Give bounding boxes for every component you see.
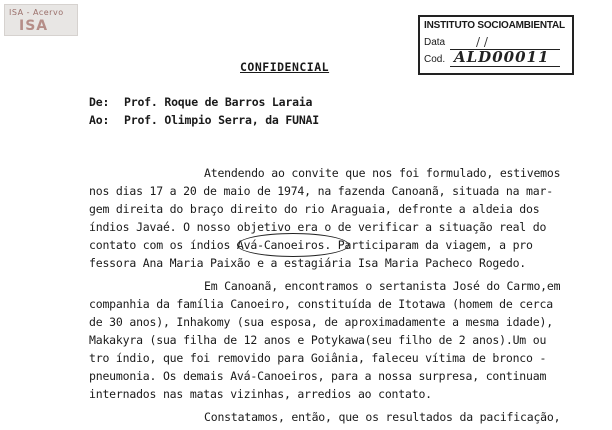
logo-caption: ISA - Acervo bbox=[9, 8, 64, 17]
archive-stamp bbox=[418, 15, 574, 75]
to-value: Prof. Olimpio Serra, da FUNAI bbox=[124, 113, 319, 127]
body-line: Atendendo ao convite que nos foi formulado, estivemos bbox=[204, 166, 561, 180]
from-label: De: bbox=[89, 95, 110, 109]
from-value: Prof. Roque de Barros Laraia bbox=[124, 95, 313, 109]
stamp-organization: INSTITUTO SOCIOAMBIENTAL bbox=[424, 20, 565, 31]
body-line: pneumonia. Os demais Avá-Canoeiros, para a nossa surpresa, continuam bbox=[89, 369, 547, 383]
body-line: fessora Ana Maria Paixão e a estagiária Isa Maria Pacheco Rogedo. bbox=[89, 256, 527, 270]
body-line: Constatamos, então, que os resultados da pacificação, bbox=[204, 410, 561, 424]
stamp-date-label: Data bbox=[424, 37, 446, 48]
isa-logo bbox=[4, 4, 78, 36]
body-line: Makakyra (sua filha de 12 anos e Potykawa(seu filho de 2 anos).Um ou bbox=[89, 333, 547, 347]
body-line: de 30 anos), Inhakomy (sua esposa, de aproximadamente a mesma idade), bbox=[89, 315, 553, 329]
body-line: internados nas matas vizinhas, arredios ao contato. bbox=[89, 387, 432, 401]
handwritten-circle bbox=[237, 233, 349, 257]
body-line: nos dias 17 a 20 de maio de 1974, na fazenda Canoanã, situada na mar- bbox=[89, 184, 553, 198]
stamp-code-label: Cod. bbox=[424, 54, 446, 65]
document-heading: CONFIDENCIAL bbox=[240, 60, 330, 74]
stamp-code-value: ALD00011 bbox=[454, 48, 550, 66]
body-line: contato com os índios Avá-Canoeiros. Participaram da viagem, a pro bbox=[89, 238, 533, 252]
body-line: gem direita do braço direito do rio Araguaia, defronte a aldeia dos bbox=[89, 202, 540, 216]
body-line: companhia da família Canoeiro, constituída de Itotawa (homem de cerca bbox=[89, 297, 553, 311]
to-label: Ao: bbox=[89, 113, 110, 127]
body-line: índios Javaé. O nosso objetivo era o de verificar a situação real do bbox=[89, 220, 547, 234]
body-line: Em Canoanã, encontramos o sertanista José do Carmo,em bbox=[204, 279, 561, 293]
logo-wordmark: ISA bbox=[19, 18, 49, 34]
stamp-date-value: / / bbox=[476, 35, 488, 49]
body-line: tro índio, que foi removido para Goiânia, faleceu vítima de bronco - bbox=[89, 351, 547, 365]
